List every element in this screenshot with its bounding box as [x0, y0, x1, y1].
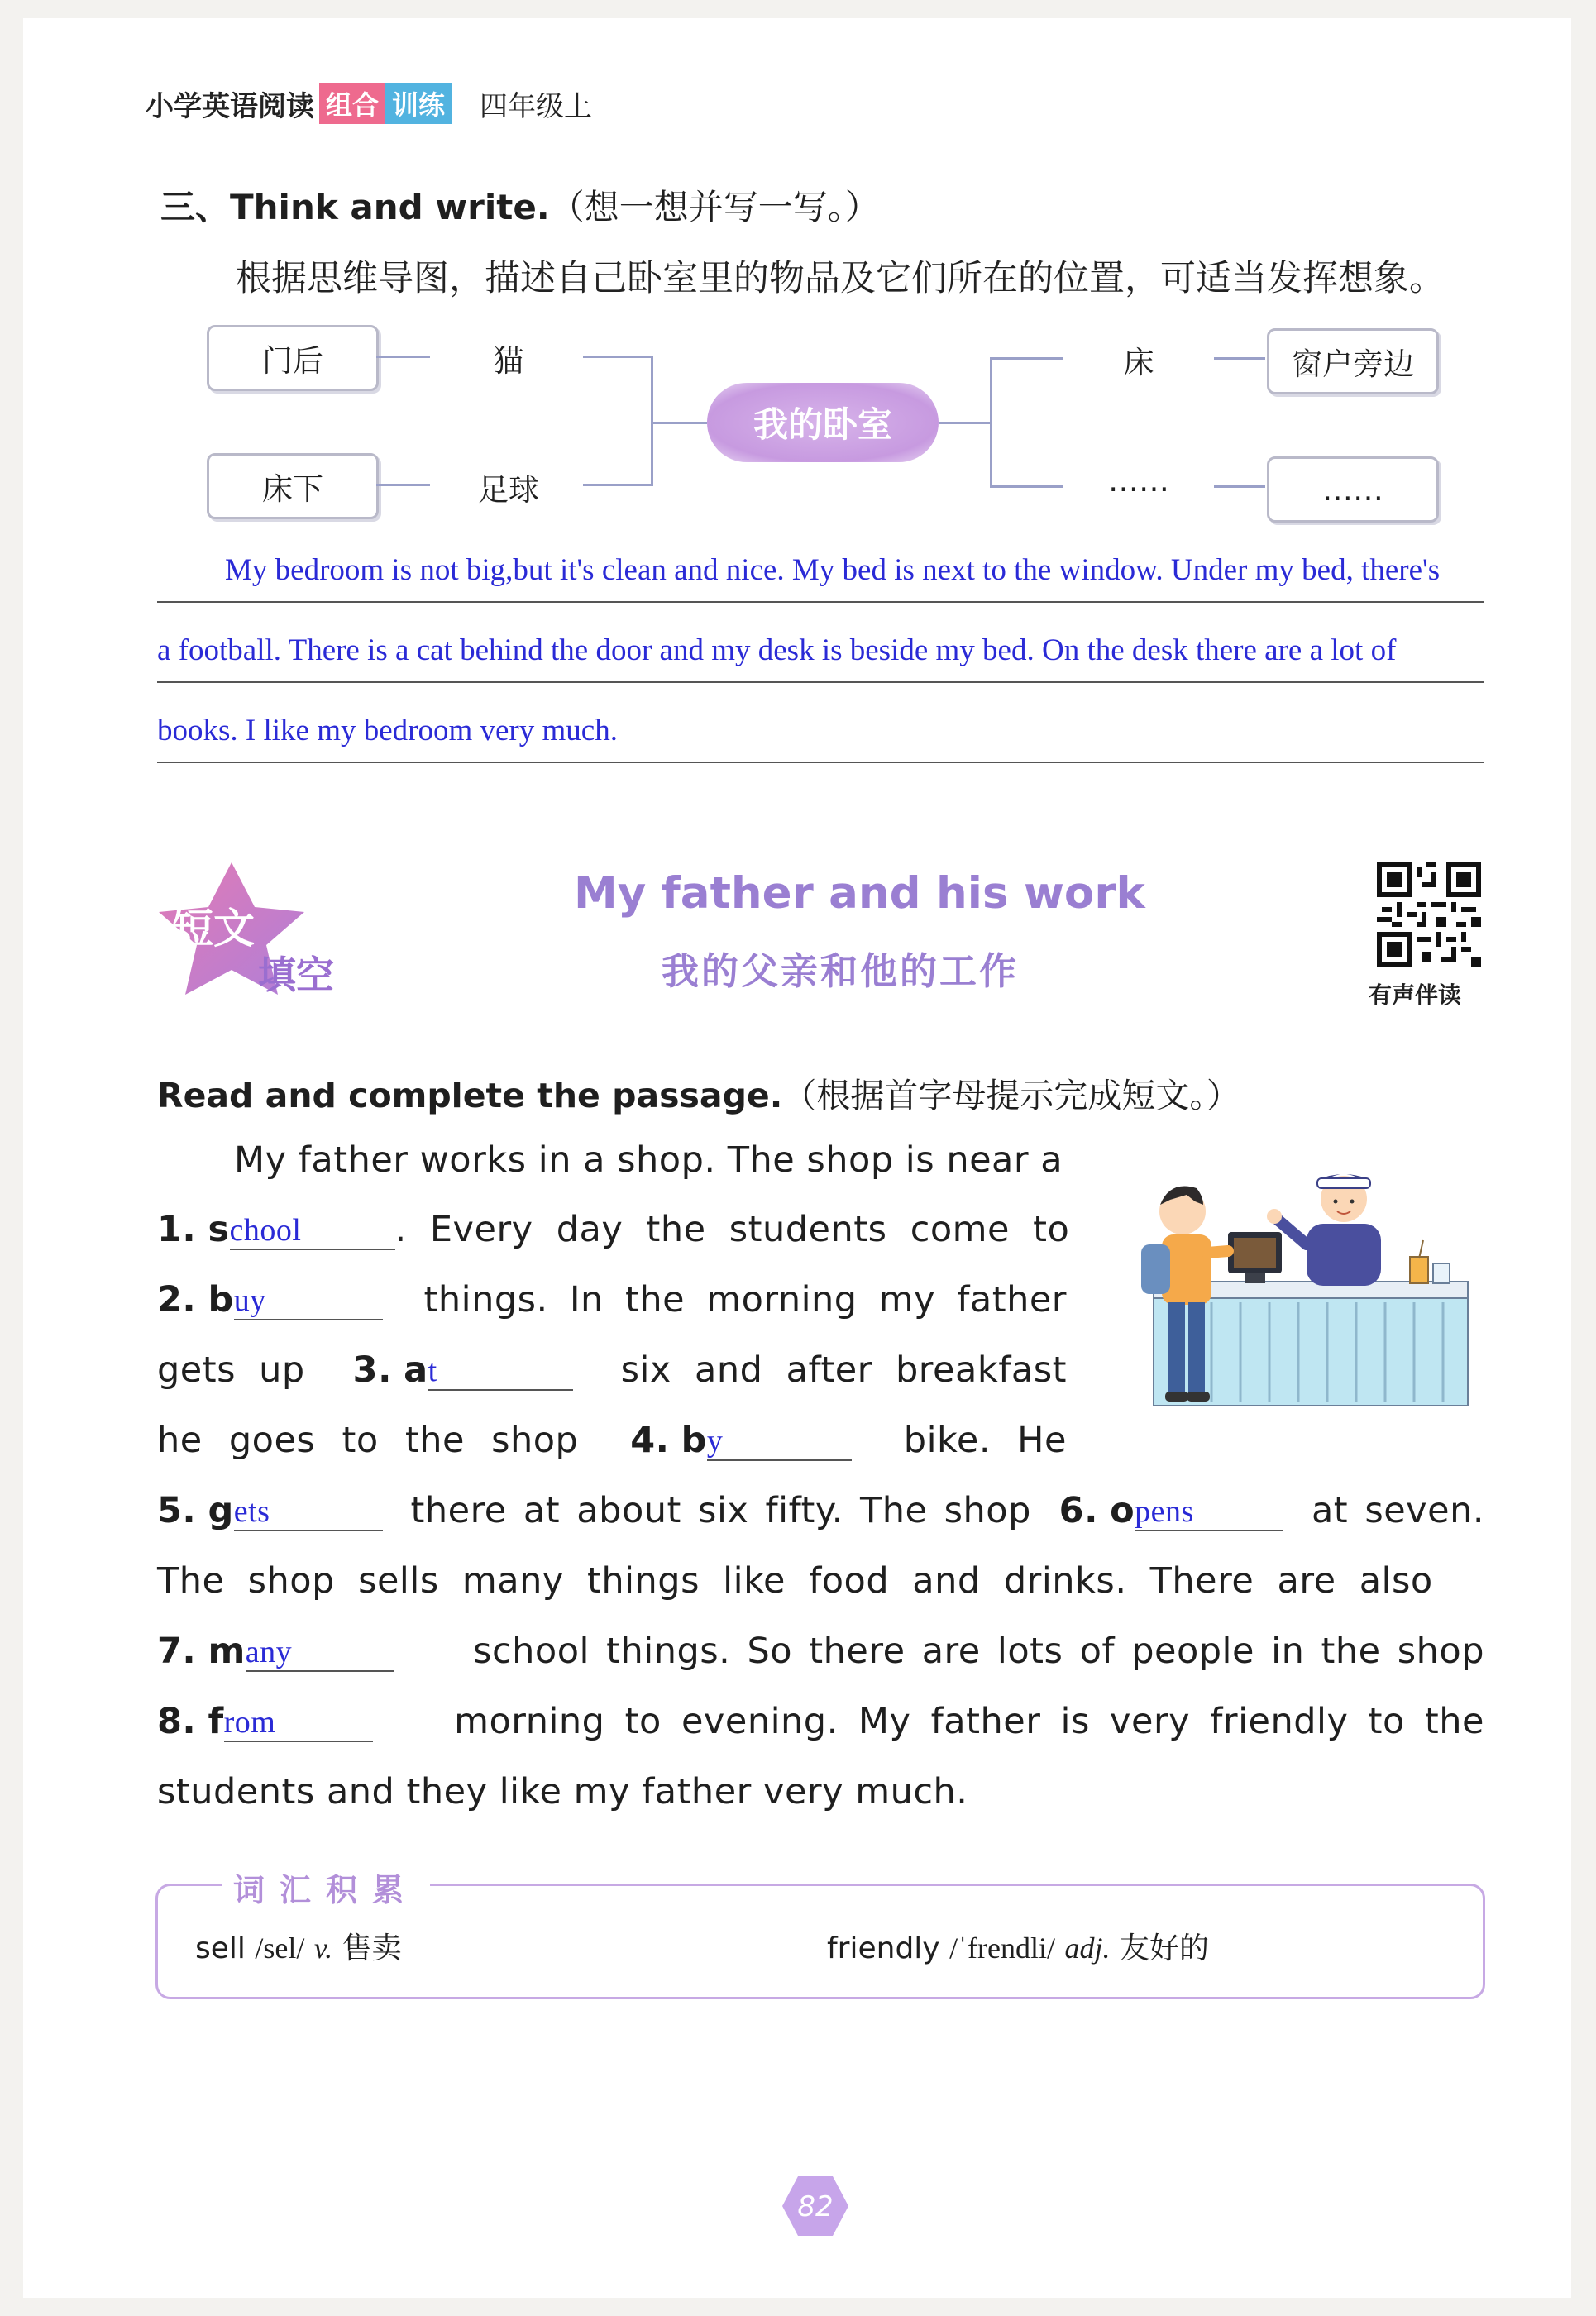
passage-line-7: The shop sells many things like food and drinks. There are also: [157, 1560, 1433, 1602]
passage-line-4-rest: six and after breakfast: [620, 1349, 1067, 1391]
section3-heading: [160, 180, 880, 230]
q6-letter: o: [1110, 1490, 1135, 1531]
read-heading: [157, 1068, 1240, 1117]
q1-answer: chool: [229, 1213, 302, 1248]
q7-number: 7.: [157, 1631, 197, 1672]
section3-heading-cn: （想一想并写一写。）: [549, 187, 880, 227]
passage-line-8: [157, 1631, 1484, 1672]
section-badge-star: [149, 856, 364, 1021]
vocab-pos: adj.: [1064, 1932, 1111, 1965]
q5-answer: ets: [233, 1494, 270, 1529]
mindmap-box-behind-door: 门后: [207, 325, 379, 391]
vocab-title: 词汇积累: [222, 1865, 430, 1910]
essay-line-3: books. I like my bedroom very much.: [157, 714, 618, 747]
q3-blank[interactable]: [428, 1349, 573, 1391]
q7-letter: m: [208, 1631, 246, 1672]
badge-text-1: 短文: [172, 905, 255, 953]
q2-answer: uy: [233, 1283, 266, 1318]
q6-blank[interactable]: [1135, 1490, 1283, 1531]
mindmap-node-football: 足球: [478, 472, 539, 508]
q5-number: 5.: [157, 1490, 197, 1531]
essay-line-1: My bedroom is not big,but it's clean and nice. My bed is next to the window. Under my bed, there's: [225, 553, 1441, 587]
q2-blank[interactable]: [234, 1279, 383, 1320]
q4-number: 4.: [630, 1420, 670, 1461]
vocab-pos: v.: [313, 1932, 333, 1965]
q4-answer: y: [706, 1424, 724, 1459]
mindmap-node-cat: 猫: [493, 343, 524, 379]
page-number-badge: [781, 2173, 850, 2239]
passage-line-9-rest: morning to evening. My father is very friendly to the: [454, 1701, 1484, 1742]
passage-title-en: My father and his work: [574, 868, 1145, 919]
passage-line-6-rest: at seven.: [1311, 1490, 1484, 1531]
q3-number: 3.: [352, 1349, 392, 1391]
mindmap-node-ellipsis: ……: [1108, 463, 1169, 499]
q8-answer: rom: [223, 1705, 276, 1740]
q4-letter: b: [681, 1420, 707, 1461]
q8-number: 8.: [157, 1701, 197, 1742]
q1-number: 1.: [157, 1209, 197, 1250]
mindmap-center-my-bedroom: 我的卧室: [707, 383, 939, 462]
passage-line-1: My father works in a shop. The shop is near a: [234, 1139, 1063, 1181]
q3-answer: t: [428, 1354, 437, 1388]
qr-label: 有声伴读: [1369, 981, 1462, 1009]
writing-line: [157, 681, 1484, 683]
passage-line-2: [157, 1209, 1070, 1250]
passage-line-3-rest: things. In the morning my father: [423, 1279, 1067, 1320]
passage-line-8-rest: school things. So there are lots of people in the shop: [473, 1631, 1484, 1672]
connector: [376, 484, 430, 486]
read-heading-en: Read and complete the passage.: [157, 1076, 783, 1115]
q5-letter: g: [208, 1490, 234, 1531]
connector: [992, 357, 1063, 360]
q8-letter: f: [208, 1701, 224, 1742]
q2-number: 2.: [157, 1279, 197, 1320]
q2-letter: b: [208, 1279, 234, 1320]
passage-line-5-rest: bike. He: [903, 1420, 1067, 1461]
passage-line-4-pre: gets up: [157, 1349, 305, 1391]
section3-heading-en: 三、Think and write.: [160, 187, 550, 227]
q7-blank[interactable]: [246, 1631, 394, 1672]
connector: [1214, 485, 1265, 488]
connector: [583, 484, 651, 486]
mindmap-box-under-bed: 床下: [207, 453, 379, 519]
passage-line-6-mid: there at about six fifty. The shop: [410, 1490, 1031, 1531]
vocab-word: sell: [195, 1932, 246, 1965]
vocab-phonetic: /sel/: [255, 1932, 305, 1965]
passage-line-6: [157, 1490, 1484, 1531]
passage-line-10: students and they like my father very much.: [157, 1771, 968, 1812]
mindmap-box-next-to-window: 窗户旁边: [1267, 328, 1439, 394]
q7-answer: any: [245, 1635, 293, 1669]
page-number: 82: [797, 2190, 834, 2223]
page-header: [146, 83, 592, 124]
connector: [651, 356, 653, 486]
q1-blank[interactable]: [230, 1209, 395, 1250]
mindmap-node-bed: 床: [1123, 345, 1154, 380]
passage-line-2-rest: . Every day the students come to: [394, 1209, 1070, 1250]
vocab-meaning: 售卖: [342, 1932, 402, 1965]
writing-line: [157, 601, 1484, 603]
tag-combination: 组合: [319, 83, 385, 124]
connector: [992, 485, 1063, 488]
vocab-phonetic: /ˈfrendli/: [949, 1932, 1056, 1965]
passage-line-3: [157, 1279, 1067, 1320]
q6-number: 6.: [1058, 1490, 1098, 1531]
mindmap-box-ellipsis: ……: [1267, 456, 1439, 523]
q1-letter: s: [208, 1209, 230, 1250]
read-heading-cn: （根据首字母提示完成短文。）: [782, 1076, 1240, 1115]
connector: [583, 356, 651, 358]
connector: [990, 357, 992, 488]
section3-instruction: 根据思维导图，描述自己卧室里的物品及它们所在的位置，可适当发挥想象。: [236, 258, 1445, 299]
passage-line-4: [157, 1349, 1067, 1391]
q8-blank[interactable]: [224, 1701, 373, 1742]
qr-code-icon[interactable]: [1377, 862, 1481, 967]
writing-line: [157, 762, 1484, 763]
passage-title-cn: 我的父亲和他的工作: [662, 949, 1020, 993]
connector: [1214, 357, 1265, 360]
shop-illustration: [1104, 1153, 1476, 1426]
series-title: 小学英语阅读: [146, 89, 314, 123]
q4-blank[interactable]: [707, 1420, 852, 1461]
vocab-item-sell: [195, 1925, 402, 1967]
tag-training: 训练: [385, 83, 452, 124]
connector: [939, 422, 990, 424]
q3-letter: a: [404, 1349, 428, 1391]
connector: [653, 422, 707, 424]
connector: [376, 356, 430, 358]
essay-line-2: a football. There is a cat behind the door and my desk is beside my bed. On the desk there are a lot of: [157, 633, 1397, 667]
vocab-item-friendly: [827, 1925, 1209, 1967]
grade-label: 四年级上: [480, 89, 593, 123]
q6-answer: pens: [1135, 1494, 1194, 1529]
vocab-meaning: 友好的: [1119, 1932, 1209, 1965]
badge-text-2: 填空: [258, 953, 334, 997]
passage-line-9: [157, 1701, 1484, 1742]
passage-line-5-pre: he goes to the shop: [157, 1420, 579, 1461]
q5-blank[interactable]: [234, 1490, 383, 1531]
vocab-word: friendly: [827, 1932, 940, 1965]
passage-line-5: [157, 1420, 1067, 1461]
